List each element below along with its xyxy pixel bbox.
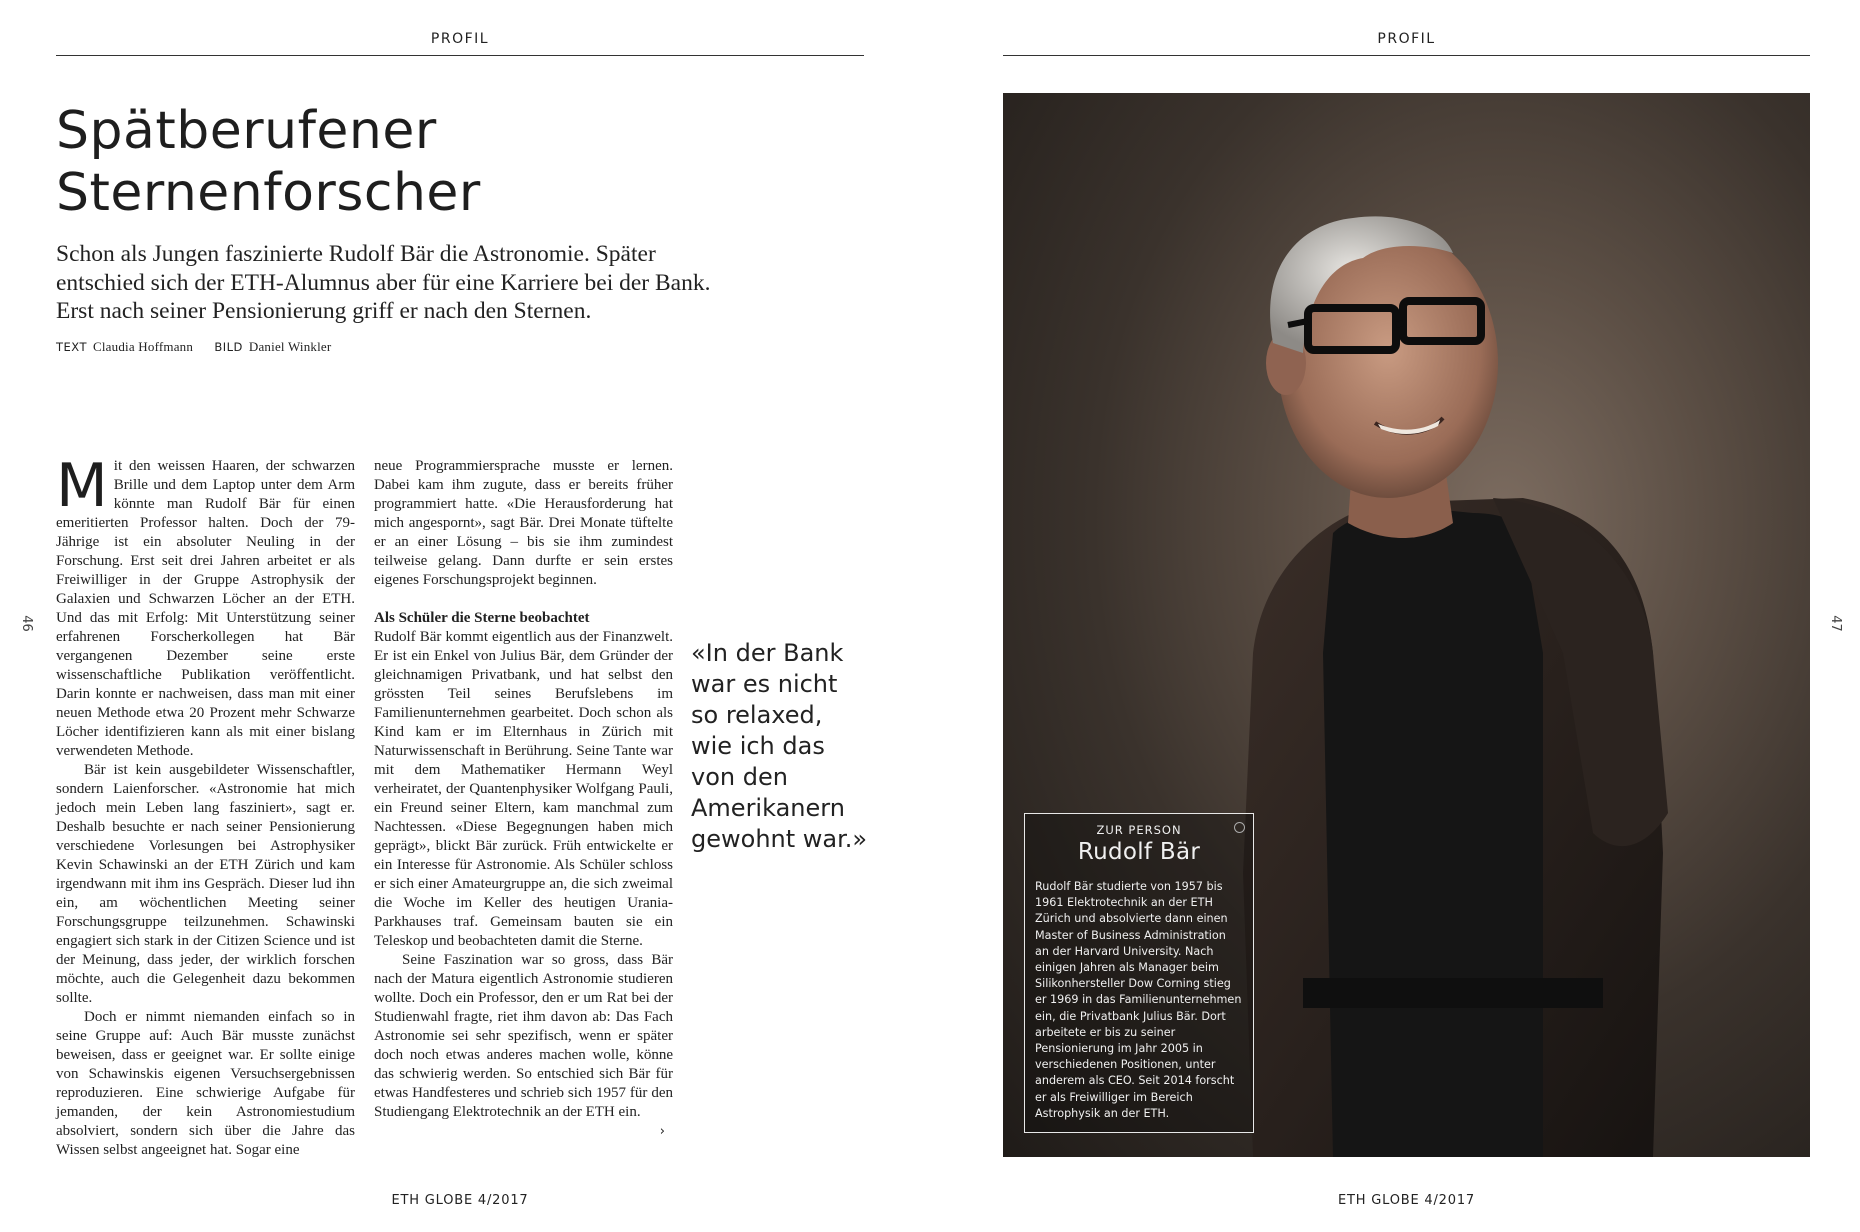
article-lead: Schon als Jungen faszinierte Rudolf Bär die Astronomie. Später entschied sich der ETH-Alumnus aber für eine Karriere bei der Bank. Erst nach seiner Pensionierung griff er nach den Sternen. (56, 241, 711, 324)
info-icon (1234, 822, 1245, 833)
body-paragraph: neue Programmiersprache musste er lernen. Dabei kam ihm zugute, dass er bereits früher programmiert hatte. «Die Herausforderung hat mich angespornt», sagt Bär. Drei Monate tüftelte er an einer Lösung – bis sie ihm zumindest teilweise gelang. Dann durfte er sein erstes eigenes Forschungsprojekt beginnen. (374, 458, 673, 588)
body-paragraph: it den weissen Haaren, der schwarzen Brille und dem Laptop unter dem Arm könnte man Rudolf Bär für einen emeritierten Professor halten. Doch der 79-Jährige ist ein absoluter Neuling in der Forschung. Erst seit drei Jahren arbeitet er als Freiwilliger in der Gruppe Astrophysik der Galaxien und Schwarzen Löcher an der ETH. Und das mit Erfolg: Mit Unterstützung seiner erfahrenen Forscherkollegen hat Bär vergangenen Dezember seine erste wissenschaftliche Publikation veröffentlicht. Darin konnte er nachweisen, dass man mit einer neuen Methode etwa 20 Prozent mehr Schwarze Löcher identifizieren kann als mit einer bislang verwendeten Methode. (56, 458, 355, 759)
article-title: Spätberufener Sternenforscher (56, 101, 481, 223)
section-label-left: PROFIL (430, 31, 490, 47)
page-number-right: 47 (1827, 615, 1843, 632)
body-paragraph: Rudolf Bär kommt eigentlich aus der Finanzwelt. Er ist ein Enkel von Julius Bär, dem Gründer der gleichnamigen Privatbank, und hat selbst den grössten Teil seines Berufslebens im Familienunternehmen gearbeitet. Doch schon als Kind kam er im Elternhaus in Zürich mit Naturwissenschaft in Berührung. Seine Tante war mit dem Mathematiker Hermann Weyl verheiratet, der Quantenphysiker Wolfgang Pauli, ein Freund seiner Eltern, kam manchmal zum Nachtessen. «Diese Begegnungen haben mich geprägt», blickt Bär zurück. Früh entwickelte er ein Interesse für Astronomie. Als Schüler schloss er sich einer Amateurgruppe an, die sich zweimal die Woche im Keller des heutigen Urania-Parkhauses traf. Gemeinsam bauten sie ein Teleskop und beobachteten damit die Sterne. (374, 629, 673, 949)
section-label-right: PROFIL (1377, 31, 1436, 47)
portrait-photo (1003, 93, 1810, 1157)
footer-right: ETH GLOBE 4/2017 (1338, 1193, 1475, 1208)
header-rule-right (1003, 55, 1810, 56)
credits (56, 339, 349, 355)
infobox-name: Rudolf Bär (1077, 839, 1201, 865)
page-number-left: 46 (18, 615, 34, 632)
credit-image-author: Daniel Winkler (248, 339, 332, 354)
header-rule-left (56, 55, 864, 56)
body-paragraph: Seine Faszination war so gross, dass Bär nach der Matura eigentlich Astronomie studieren wollte. Doch ein Professor, den er um Rat bei der Studienwahl fragte, riet ihm davon ab: Das Fach Astronomie sei sehr spezifisch, wenn er später doch noch etwas anderes machen wolle, könne das schwierig werden. So entschied sich Bär für etwas Handfesteres und schrieb sich 1957 für den Studiengang Elektrotechnik an der ETH ein. (374, 952, 673, 1120)
credit-text-author: Claudia Hoffmann (93, 339, 194, 354)
credit-text-label: TEXT (56, 340, 87, 354)
infobox-text: Rudolf Bär studierte von 1957 bis 1961 Elektrotechnik an der ETH Zürich und absolvierte dann einen Master of Business Administration an der Harvard University. Nach einigen Jahren als Manager beim Silikonhersteller Dow Corning stieg er 1969 in das Familienunternehmen ein, die Privatbank Julius Bär. Dort arbeitete er bis zu seiner Pensionierung im Jahr 2005 in verschiedenen Positionen, unter anderem als CEO. Seit 2014 forscht er als Freiwilliger im Bereich Astrophysik an der ETH. (1035, 880, 1242, 1120)
dropcap: M (56, 451, 108, 521)
pull-quote: «In der Bank war es nicht so relaxed, wie ich das von den Amerikanern gewohnt war.» (691, 639, 868, 853)
person-infobox (1024, 813, 1254, 1133)
body-paragraph: Doch er nimmt niemanden einfach so in seine Gruppe auf: Auch Bär musste zunächst beweisen, dass er geeignet war. Er sollte einige von Schawinskis eigenen Versuchsergebnissen reproduzieren. Eine schwierige Aufgabe für jemanden, der kein Astronomiestudium absolviert, sondern sich über die Jahre das Wissen selbst angeeignet hat. Sogar eine (56, 1009, 355, 1158)
continue-arrow-icon: › (659, 1124, 665, 1139)
body-column-2 (374, 457, 673, 1141)
footer-left: ETH GLOBE 4/2017 (391, 1193, 529, 1208)
credit-image-label: BILD (214, 340, 243, 354)
section-subheading: Als Schüler die Sterne beobachtet (374, 610, 590, 626)
infobox-label: ZUR PERSON (1096, 823, 1182, 837)
body-paragraph: Bär ist kein ausgebildeter Wissenschaftler, sondern Laienforscher. «Astronomie hat mich jedoch mein Leben lang fasziniert», sagt er. Deshalb besuchte er nach seiner Pensionierung verschiedene Vorlesungen bei Astrophysiker Kevin Schawinski an der ETH Zürich und kam irgendwann mit ihm ins Gespräch. Dieser lud ihn ein, am wöchentlichen Meeting seiner Forschungsgruppe teilzunehmen. Schawinski engagiert sich stark in der Citizen Science und ist der Meinung, dass jeder, der wirklich forschen möchte, auch die Gelegenheit dazu bekommen sollte. (56, 762, 355, 1006)
body-column-1 (56, 451, 355, 1160)
